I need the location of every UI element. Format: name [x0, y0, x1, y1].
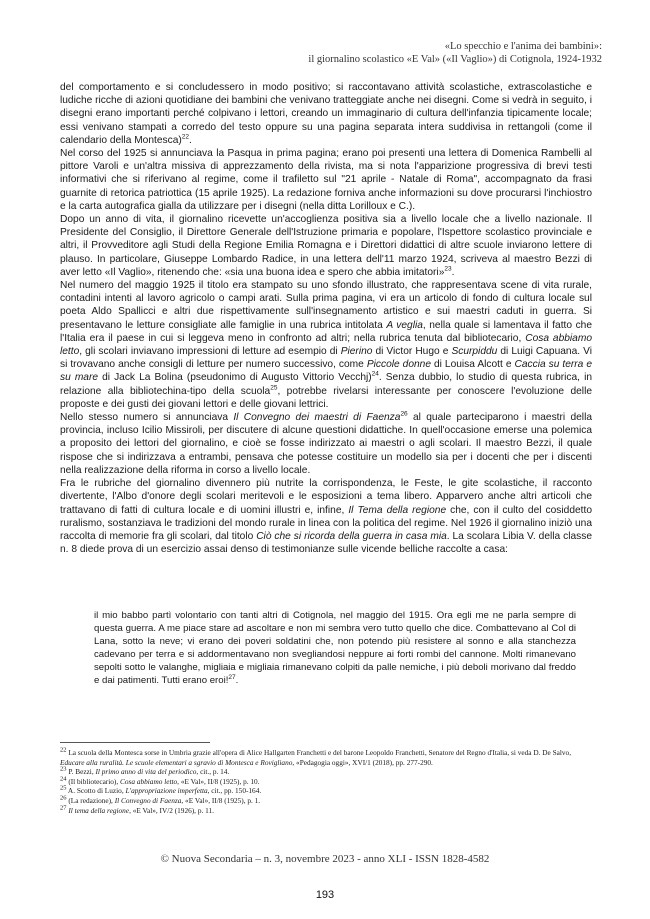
- italic-text: Ciò che si ricorda della guerra in casa mia: [256, 530, 447, 542]
- italic-text: Educare alla ruralità. Le scuole elementari a sgravio di Montesca e Rovigliano: [60, 757, 293, 767]
- text-run: Dopo un anno di vita, il giornalino ricevette un'accoglienza positiva sia a livello locale che a livello nazionale. Il Presidente del Consiglio, il Direttore Generale dell'Istruzione primaria e popolare, l'Ispettore scolastico provinciale e altri, il Provveditore agli Studi della Regione Emilia Romagna e i Direttori didattici di altre scuole inviarono lettere di plauso. In particolare, Giuseppe Lombardo Radice, in una lettera dell'11 marzo 1924, scriveva al maestro Bezzi di aver letto «Il Vaglio», ritenendo che: «sia una buona idea e spero che abbia imitatori»: [60, 214, 592, 278]
- text-run: , cit., p. 14.: [196, 767, 230, 777]
- footnote-ref: 22: [60, 746, 67, 754]
- text-run: .: [189, 134, 192, 146]
- text-run: , «E Val», II/8 (1925), p. 1.: [181, 795, 261, 805]
- italic-text: Caccia su terra e su mare: [60, 359, 592, 384]
- text-run: di Luigi Capuana. Vi si trovavano anche consigli di letture per numero successivo, come: [60, 346, 592, 371]
- italic-text: A veglia: [386, 319, 423, 331]
- text-run: P. Bezzi,: [66, 767, 96, 777]
- italic-text: Il Convegno di Faenza: [114, 795, 182, 805]
- text-run: il mio babbo partì volontario con tanti altri di Cotignola, nel maggio del 1915. Ora egli me ne parla sempre di questa guerra. A me piace stare ad ascoltare e non mi sembra vero tutto quello che dice. Combattevano al Col di Lana, sotto la neve; vi erano dei poveri soldatini che, non potendo più resistere al sonno e alla stanchezza cadevano per terra e si addormentavano non svegliandosi neppure ai forti rombi del cannone. Molti rimanevano sepolti sotto le valanghe, migliaia e migliaia rimanevano colpiti da palle nemiche, i più deboli morivano dal freddo e dai patimenti. Tutti erano eroi!: [94, 610, 576, 686]
- running-header: [308, 40, 602, 66]
- text-run: , «Pedagogia oggi», XVI/1 (2018), pp. 277-290.: [292, 757, 433, 767]
- footnote-ref: 24: [371, 371, 379, 379]
- footnote-ref: 23: [60, 765, 67, 773]
- footnote: [60, 786, 592, 796]
- italic-text: Cosa abbiamo letto: [60, 332, 592, 358]
- body-text: [60, 81, 592, 556]
- footnote-ref: 27: [60, 804, 67, 812]
- footnote-ref: 26: [60, 794, 67, 802]
- footnote-ref: 23: [444, 265, 452, 273]
- text-run: Nel numero del maggio 1925 il titolo era stampato su uno sfondo illustrato, che rappresentava scene di vita rurale, contadini intenti al lavoro agricolo o campi arati. Sulla prima pagina, vi era un articolo di fondo di cultura locale sul poeta Aldo Spallicci e altri due rispettivamente sull'insegnamento artistico e sui maestri caduti in guerra. Si presentavano le letture consigliate alle famiglie in una rubrica intitolata: [60, 280, 592, 331]
- text-run: che, con il culto del cosiddetto ruralismo, sostanziava le tradizioni del mondo rurale in linea con la politica del regime. Nel 1926 il giornalino iniziò una raccolta di memorie fra gli scolari, dal titolo: [60, 504, 592, 542]
- paragraph: [60, 477, 592, 556]
- italic-text: Il tema della regione: [68, 805, 130, 815]
- paragraph: [60, 411, 592, 477]
- text-run: , «E Val», II/8 (1925), p. 10.: [177, 776, 260, 786]
- text-run: Nel corso del 1925 si annunciava la Pasqua in prima pagina; erano poi presenti una lettera di Domenica Rambelli al pittore Varoli e un'altra missiva di apprezzamento della rivista, ma si nota l'apparizione progressiva di brevi testi informativi che si riferivano al regime, come il trafiletto sul "21 aprile - Natale di Roma", accompagnato da frasi guarnite di retorica patriottica (15 aprile 1925). La redazione forniva anche informazioni su dove procurarsi l'inchiostro e la carta autografica gialla da utilizzare per i disegni (nella ditta Lorilloux e C.).: [60, 148, 592, 212]
- footnote: [60, 767, 592, 777]
- block-quote: [94, 610, 576, 687]
- text-run: (La redazione),: [66, 795, 115, 805]
- italic-text: Cosa abbiamo letto: [120, 776, 178, 786]
- text-run: (Il bibliotecario),: [66, 776, 120, 786]
- text-run: Nello stesso numero si annunciava: [60, 412, 234, 424]
- page-number: 193: [315, 889, 335, 901]
- text-run: . Senza dubbio, lo studio di questa rubrica, in relazione alla bibliotechina-tipo della scuola: [60, 372, 592, 397]
- footnote-ref: 22: [181, 133, 189, 141]
- text-run: di Louisa Alcott e: [431, 359, 515, 371]
- paragraph: [60, 279, 592, 411]
- text-run: del comportamento e si concludessero in modo positivo; si raccontavano attività scolastiche, extrascolastiche e ludiche ricche di azioni quotidiane dei bambini che venivano tratteggiate anche nei disegni. Come si vedrà in seguito, i disegni erano importanti perché colpivano i lettori, creando un immaginario di cultura dell'infanzia tipicamente locale; essi venivano stampati a corredo del testo oppure su una pagina separata intera suddivisa in rettangoli (come il calendario della Montesca): [60, 82, 592, 146]
- footnote-ref: 27: [228, 673, 236, 681]
- text-run: , gli scolari inviavano impressioni di letture ad esempio di: [79, 346, 341, 358]
- italic-text: Il primo anno di vita del periodico: [95, 767, 197, 777]
- running-header-line1: «Lo specchio e l'anima dei bambini»:: [444, 41, 602, 52]
- text-run: , potrebbe rivelarsi interessante per conoscere l'evoluzione delle proposte e dei gusti dei giovani lettori e delle giovani lettrici.: [60, 385, 592, 410]
- footnote: [60, 806, 592, 816]
- italic-text: Pierino: [340, 346, 373, 358]
- text-run: La scuola della Montesca sorse in Umbria grazie all'opera di Alice Hallgarten Franchetti e del barone Leopoldo Franchetti, Senatore del Regno d'Italia, si veda D. De Salvo,: [66, 748, 572, 757]
- text-run: . La scolara Libia V. della classe n. 8 diede prova di un esercizio assai denso di testimonianze sulle vicende belliche raccolte a casa:: [60, 530, 592, 556]
- footnote-ref: 24: [60, 775, 67, 783]
- footnotes: [60, 748, 592, 815]
- text-run: A. Scotto di Luzio,: [66, 786, 126, 796]
- text-run: Fra le rubriche del giornalino divennero più nutrite la corrispondenza, le Feste, le gite scolastiche, il racconto divertente, l'Albo d'onore degli scolari meritevoli e le esposizioni a tema libero. Apparvero anche altri articoli che trattavano di fatti di cultura locale e di uomini illustri e, infine,: [60, 478, 592, 516]
- footnote-ref: 25: [270, 384, 278, 392]
- paragraph: [60, 213, 592, 279]
- text-run: .: [235, 674, 239, 686]
- text-run: , «E Val», IV/2 (1926), p. 11.: [129, 805, 214, 815]
- footnote: [60, 777, 592, 787]
- text-run: al quale parteciparono i maestri della provincia, incluso Icilio Missiroli, per discutere di alcune questioni didattiche. In quell'occasione emerse una polemica a proposito dei lettori del giornalino, e cioè se fosse indirizzato ai maestri o agli scolari. Il maestro Bezzi, il quale rispose che si indirizzava a entrambi, pensava che potesse costituire un modello sia per i docenti che per i discenti nella realizzazione della riforma in corso a livello locale.: [60, 412, 593, 476]
- footnote: [60, 796, 592, 806]
- text-run: , nella quale si lamentava il fatto che l'Italia era il paese in cui si leggeva meno in confronto ad altri; nella rubrica tenuta dal bibliotecario,: [60, 319, 592, 344]
- text-run: di Jack La Bolina (pseudonimo di Augusto Vittorio Vecchj): [98, 372, 372, 384]
- italic-text: L'appropriazione imperfetta: [125, 786, 208, 796]
- footnote-ref: 26: [400, 410, 408, 418]
- running-header-line2: il giornalino scolastico «E Val» («Il Vaglio») di Cotignola, 1924-1932: [308, 54, 602, 65]
- italic-text: Il Tema della regione: [348, 504, 447, 516]
- text-run: di Victor Hugo e: [372, 346, 452, 358]
- journal-footer: © Nuova Secondaria – n. 3, novembre 2023 - anno XLI - ISSN 1828-4582: [160, 853, 490, 865]
- paragraph: [60, 147, 592, 213]
- italic-text: Il Convegno dei maestri di Faenza: [233, 412, 401, 424]
- footnote: [60, 748, 592, 767]
- footnote-ref: 25: [60, 784, 67, 792]
- footnote-divider: [60, 742, 210, 743]
- text-run: , cit., pp. 150-164.: [207, 786, 262, 796]
- paragraph: [60, 81, 592, 147]
- italic-text: Scurpiddu: [451, 346, 498, 358]
- text-run: .: [451, 266, 455, 278]
- italic-text: Piccole donne: [366, 359, 431, 371]
